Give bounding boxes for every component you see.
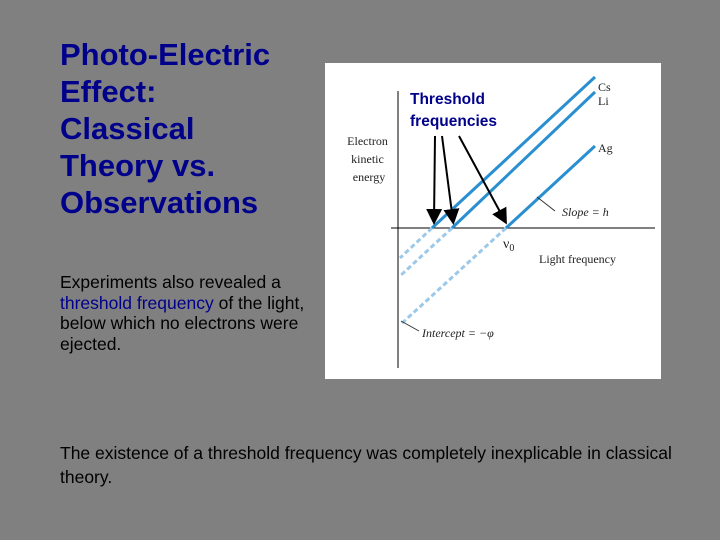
y-axis-label-line1: Electron [347, 134, 388, 148]
y-axis-label-line2: kinetic [351, 152, 384, 166]
y-axis-label-line3: energy [352, 170, 386, 184]
title-line: Observations [60, 185, 259, 220]
nu0-subscript: 0 [509, 243, 515, 254]
metal-label-li: Li [598, 94, 609, 108]
threshold-arrow-li [442, 136, 453, 221]
ag-extrapolation [400, 228, 506, 325]
title-line: Effect: [60, 74, 157, 109]
nu0-label [503, 237, 514, 254]
slide-title [60, 36, 320, 221]
title-line: Theory vs. [60, 148, 216, 183]
intercept-leader [401, 321, 419, 331]
threshold-label-line1: Threshold [410, 91, 485, 108]
body-text [60, 272, 310, 354]
nu0-symbol: ν [503, 237, 510, 252]
body-text-part2: of the light, below which no electrons were ejected. [60, 292, 305, 354]
metal-label-ag: Ag [598, 141, 613, 155]
title-line: Photo-Electric [60, 37, 271, 72]
threshold-label [410, 91, 497, 130]
bottom-text: The existence of a threshold frequency was completely inexplicable in classical theory. [60, 443, 672, 487]
cs-extrapolation [400, 228, 432, 258]
threshold-arrow-ag [459, 136, 505, 221]
threshold-label-line2: frequencies [410, 113, 498, 130]
title-line: Classical [60, 111, 195, 146]
slope-leader [537, 197, 555, 211]
intercept-label: Intercept = −φ [422, 326, 494, 340]
slope-label: Slope = h [562, 205, 609, 219]
x-axis-label: Light frequency [539, 252, 616, 266]
threshold-frequency-highlight: threshold frequency [60, 292, 214, 313]
threshold-arrow-cs [434, 136, 435, 221]
figure-svg [325, 63, 661, 379]
body-text-part1: Experiments also revealed a [60, 272, 281, 292]
y-axis-label [347, 134, 391, 184]
photoelectric-figure [325, 63, 661, 379]
metal-label-cs: Cs [598, 80, 611, 94]
